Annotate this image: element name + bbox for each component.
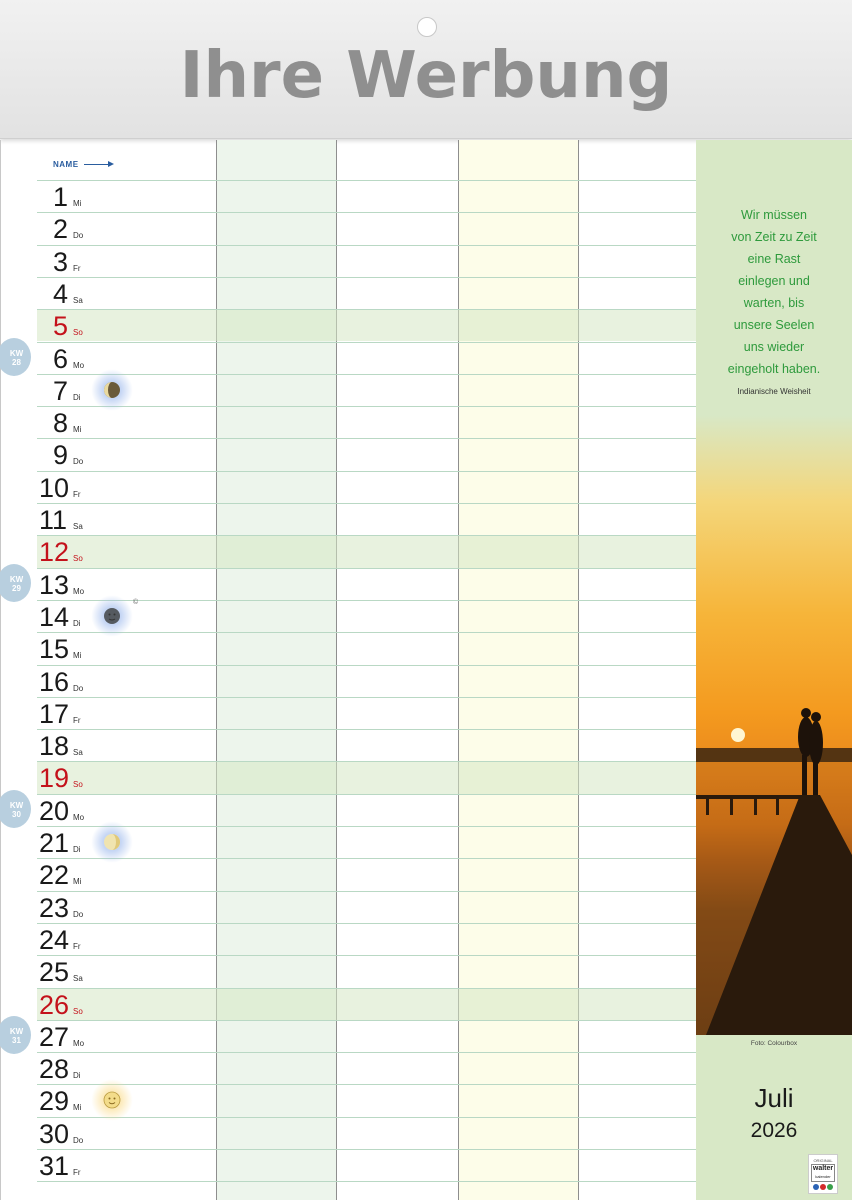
- calendar-grid: [0, 140, 696, 1200]
- quote-line: eingeholt haben.: [727, 362, 821, 376]
- day-row[interactable]: [37, 438, 696, 470]
- day-row[interactable]: [37, 568, 696, 600]
- day-row[interactable]: [37, 697, 696, 729]
- week-number-badge: [0, 564, 31, 602]
- day-row[interactable]: [37, 1020, 696, 1052]
- weekday-label: Di: [73, 845, 81, 854]
- day-row[interactable]: [37, 1084, 696, 1116]
- arrow-right-icon: [84, 164, 112, 165]
- day-row[interactable]: [37, 826, 696, 858]
- weekday-label: Do: [73, 1135, 84, 1145]
- day-row[interactable]: [37, 1149, 696, 1181]
- weekday-label: So: [73, 328, 83, 338]
- day-row[interactable]: [37, 761, 696, 793]
- day-row[interactable]: [37, 923, 696, 955]
- week-number-badge: [0, 790, 31, 828]
- day-number: 22: [39, 860, 70, 891]
- weekday-label: Mi: [73, 1103, 82, 1113]
- weekday-label: Do: [73, 683, 84, 693]
- day-row[interactable]: [37, 535, 696, 567]
- day-row[interactable]: [37, 794, 696, 826]
- week-label: KW: [9, 800, 24, 810]
- day-row[interactable]: [37, 277, 696, 309]
- brand-dots-icon: [809, 1184, 837, 1190]
- quote-text: [696, 204, 852, 380]
- weekday-label: Mi: [73, 199, 82, 208]
- week-label: KW: [9, 1026, 24, 1036]
- weekday-label: Di: [73, 618, 81, 628]
- sunset-pier-illustration: [696, 415, 852, 1035]
- quote-line: eine Rast: [747, 252, 801, 266]
- weekday-label: Mi: [73, 651, 82, 661]
- hanging-hole: [417, 17, 437, 37]
- day-number: 24: [39, 924, 70, 955]
- day-number: 6: [53, 343, 69, 374]
- first-quarter-moon-icon: [99, 829, 125, 855]
- grid-bottom-line: [37, 1181, 696, 1182]
- week-number: 28: [12, 357, 21, 367]
- day-number: 4: [53, 278, 69, 309]
- side-panel: [696, 140, 852, 1200]
- month-name: Juli: [754, 1083, 794, 1113]
- quote-line: Wir müssen: [741, 208, 807, 222]
- day-number: 14: [39, 601, 70, 632]
- brand-top-text: ORIGINAL: [813, 1158, 833, 1163]
- day-number: 7: [53, 375, 69, 406]
- name-header-label: NAME: [53, 160, 79, 169]
- day-row[interactable]: [37, 374, 696, 406]
- day-row[interactable]: [37, 955, 696, 987]
- moon-mark: ©: [133, 598, 139, 606]
- weekday-label: Mo: [73, 360, 85, 370]
- week-number: 29: [12, 583, 21, 593]
- week-label: KW: [9, 574, 24, 584]
- day-number: 8: [53, 408, 69, 439]
- day-number: 10: [39, 472, 70, 503]
- day-row[interactable]: [37, 471, 696, 503]
- weekday-label: Fr: [73, 263, 81, 273]
- day-number: 28: [39, 1054, 70, 1085]
- weekday-label: So: [73, 1006, 83, 1016]
- year-number: 2026: [750, 1119, 798, 1142]
- day-row[interactable]: [37, 1117, 696, 1149]
- week-label: KW: [9, 348, 24, 358]
- day-row[interactable]: [37, 245, 696, 277]
- day-row[interactable]: [37, 632, 696, 664]
- quote-line: von Zeit zu Zeit: [731, 230, 817, 244]
- day-number: 18: [39, 731, 70, 762]
- quote-source: Indianische Weisheit: [737, 387, 811, 396]
- day-row[interactable]: [37, 212, 696, 244]
- weekday-label: Sa: [73, 295, 83, 305]
- weekday-label: Di: [73, 1071, 81, 1081]
- header-title: Ihre Werbung: [179, 39, 673, 113]
- day-number: 17: [39, 698, 70, 729]
- weekday-label: Fr: [73, 489, 81, 499]
- weekday-label: So: [73, 554, 83, 564]
- weekday-label: Do: [73, 457, 84, 467]
- day-number: 25: [39, 957, 70, 988]
- day-row[interactable]: [37, 180, 696, 212]
- day-number: 27: [39, 1021, 70, 1052]
- day-number: 19: [39, 763, 70, 794]
- weekday-label: Sa: [73, 748, 83, 758]
- weekday-label: Mo: [73, 586, 85, 596]
- day-number: 9: [53, 440, 69, 471]
- new-moon-icon: [99, 598, 139, 629]
- day-number: 11: [39, 505, 68, 535]
- weekday-label: Fr: [73, 1168, 81, 1177]
- weekday-label: Fr: [73, 941, 81, 951]
- weekday-label: Di: [73, 392, 81, 402]
- quote-line: unsere Seelen: [733, 318, 815, 332]
- day-number: 12: [39, 537, 70, 568]
- day-row[interactable]: [37, 503, 696, 535]
- weekday-label: Sa: [73, 974, 83, 984]
- quote-line: einlegen und: [738, 274, 810, 288]
- weekday-label: Do: [73, 909, 84, 919]
- day-number: 16: [39, 666, 70, 697]
- weekday-label: Mo: [73, 1038, 85, 1048]
- quote-line: uns wieder: [743, 340, 805, 354]
- brand-name: walter kalender: [811, 1164, 835, 1182]
- weekday-label: Sa: [73, 522, 83, 531]
- quote-line: warten, bis: [743, 296, 805, 310]
- day-row[interactable]: [37, 891, 696, 923]
- full-moon-icon: [99, 1087, 125, 1113]
- header-banner: [0, 0, 852, 139]
- day-row[interactable]: [37, 1052, 696, 1084]
- weekday-label: Do: [73, 231, 84, 241]
- week-number: 30: [12, 809, 21, 819]
- day-number: 1: [53, 182, 69, 212]
- day-number: 13: [39, 569, 70, 600]
- day-number: 26: [39, 989, 70, 1020]
- sunset-photo: [696, 415, 852, 1035]
- weekday-label: Mi: [73, 425, 82, 435]
- week-number-badge: [0, 1016, 31, 1054]
- day-number: 15: [39, 634, 70, 665]
- day-number: 20: [39, 795, 70, 826]
- day-number: 30: [39, 1118, 70, 1149]
- weekday-label: Mi: [73, 877, 82, 887]
- walter-kalender-logo: [808, 1154, 838, 1194]
- day-number: 21: [39, 828, 70, 858]
- day-number: 2: [53, 214, 69, 245]
- day-row[interactable]: [37, 406, 696, 438]
- day-number: 5: [53, 311, 69, 342]
- day-row[interactable]: [37, 309, 696, 341]
- day-row[interactable]: [37, 988, 696, 1020]
- day-number: 3: [53, 246, 69, 277]
- day-number: 23: [39, 892, 70, 923]
- weekday-label: So: [73, 780, 83, 790]
- day-row[interactable]: [37, 729, 696, 761]
- day-row[interactable]: [37, 858, 696, 890]
- weekday-label: Mo: [73, 812, 85, 822]
- day-number: 31: [39, 1151, 70, 1181]
- week-number-badge: [0, 338, 31, 376]
- day-number: 29: [39, 1086, 70, 1117]
- day-row[interactable]: [37, 665, 696, 697]
- photo-credit: Foto: Colourbox: [750, 1040, 798, 1047]
- week-number: 31: [12, 1035, 21, 1045]
- weekday-label: Fr: [73, 715, 81, 725]
- day-row[interactable]: [37, 342, 696, 374]
- last-quarter-moon-icon: [99, 377, 125, 403]
